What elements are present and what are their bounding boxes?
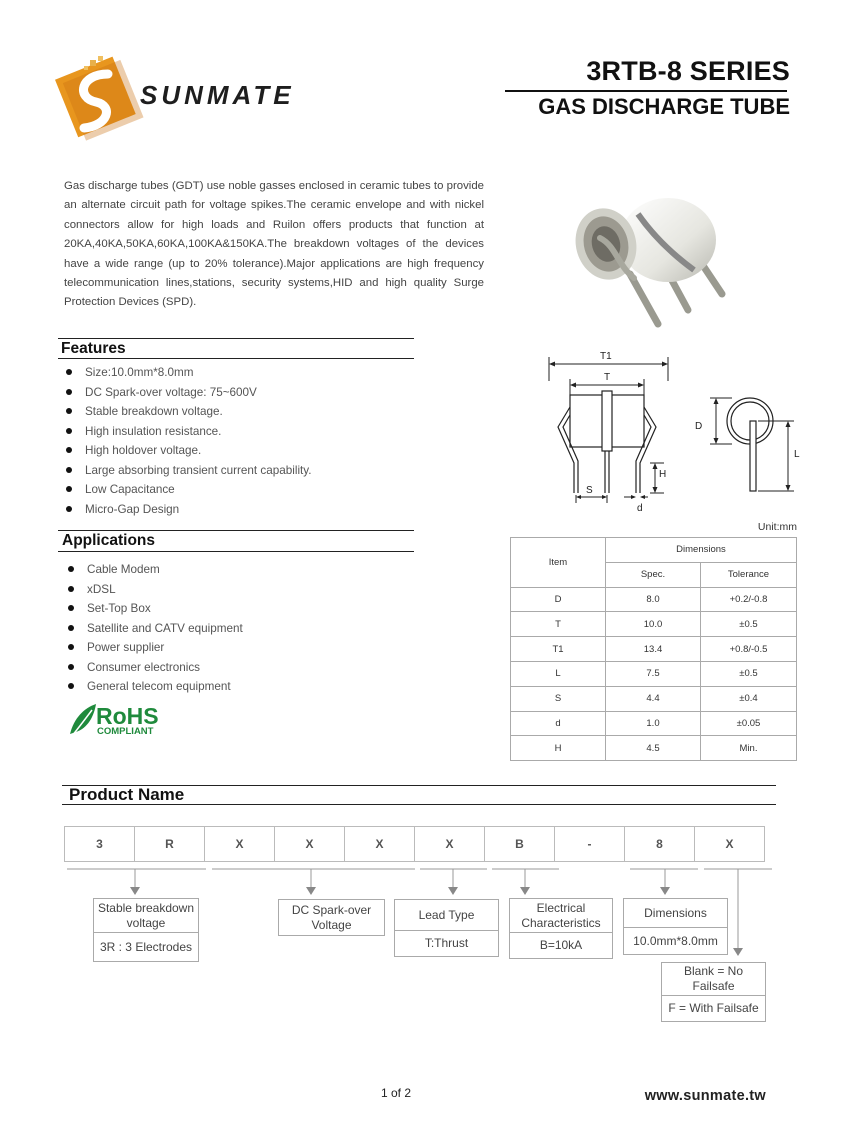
list-item: xDSL — [64, 580, 424, 600]
legend-breakdown-value: 3R : 3 Electrodes — [94, 932, 198, 961]
table-row — [511, 612, 797, 637]
table-row — [511, 686, 797, 711]
features-rule-top — [58, 338, 414, 339]
code-cell: X — [414, 826, 485, 862]
table-cell: 7.5 — [606, 661, 701, 686]
part-number-code — [64, 826, 765, 862]
code-cell: X — [274, 826, 345, 862]
code-cell: X — [204, 826, 275, 862]
product-name-title: Product Name — [69, 785, 185, 804]
product-title: GAS DISCHARGE TUBE — [538, 94, 790, 119]
logo-wordmark: SUNMATE — [140, 80, 295, 110]
spec-header: Spec. — [606, 562, 701, 587]
leaf-icon — [70, 704, 96, 734]
dimensions-table — [510, 537, 797, 761]
item-header: Item — [511, 538, 606, 588]
list-item: Consumer electronics — [64, 658, 424, 678]
website-link[interactable]: www.sunmate.tw — [644, 1088, 766, 1104]
list-item: Set-Top Box — [64, 599, 424, 619]
legend-electrical — [509, 898, 613, 959]
logo-graphic — [50, 52, 315, 142]
legend-dimensions-title: Dimensions — [644, 905, 707, 920]
table-cell: L — [511, 661, 606, 686]
rohs-compliant-text: COMPLIANT — [97, 726, 154, 737]
rohs-badge — [66, 700, 176, 740]
legend-electrical-value: B=10kA — [510, 932, 612, 958]
dimension-drawing — [540, 345, 810, 520]
list-item: Cable Modem — [64, 560, 424, 580]
table-cell: 13.4 — [606, 637, 701, 662]
code-cell: X — [694, 826, 765, 862]
label-h: H — [659, 469, 667, 480]
page-number: 1 of 2 — [380, 1086, 412, 1100]
table-row — [511, 587, 797, 612]
sunmate-logo — [50, 52, 315, 142]
table-row — [511, 736, 797, 761]
tolerance-header: Tolerance — [701, 562, 797, 587]
table-cell: D — [511, 587, 606, 612]
table-row — [511, 637, 797, 662]
product-photo — [560, 182, 740, 337]
code-cell: X — [344, 826, 415, 862]
features-title: Features — [61, 340, 126, 357]
applications-rule — [58, 551, 414, 552]
table-header-row — [511, 538, 797, 563]
series-title: 3RTB-8 SERIES — [586, 56, 790, 86]
table-cell: T — [511, 612, 606, 637]
applications-title: Applications — [62, 532, 156, 549]
table-cell: 4.5 — [606, 736, 701, 761]
label-t1: T1 — [600, 351, 612, 362]
applications-list — [64, 560, 424, 697]
list-item: Micro-Gap Design — [62, 500, 422, 520]
table-cell: ±0.4 — [701, 686, 797, 711]
legend-lead-type — [394, 899, 499, 957]
code-cell: B — [484, 826, 555, 862]
table-row — [511, 661, 797, 686]
rohs-text: RoHS — [96, 703, 159, 729]
list-item: Stable breakdown voltage. — [62, 402, 422, 422]
table-row — [511, 711, 797, 736]
table-cell: 1.0 — [606, 711, 701, 736]
legend-breakdown — [93, 898, 199, 962]
table-cell: H — [511, 736, 606, 761]
code-cell: 3 — [64, 826, 135, 862]
list-item: Low Capacitance — [62, 480, 422, 500]
label-d-diameter: D — [695, 421, 703, 432]
unit-label: Unit:mm — [757, 521, 797, 533]
list-item: High holdover voltage. — [62, 441, 422, 461]
table-cell: S — [511, 686, 606, 711]
legend-failsafe-title: Blank = No Failsafe — [683, 964, 744, 993]
table-cell: +0.2/-0.8 — [701, 587, 797, 612]
code-cell: 8 — [624, 826, 695, 862]
features-list — [62, 363, 422, 519]
table-cell: 4.4 — [606, 686, 701, 711]
table-cell: ±0.5 — [701, 661, 797, 686]
table-cell: 10.0 — [606, 612, 701, 637]
product-name-rule — [62, 804, 776, 805]
table-cell: T1 — [511, 637, 606, 662]
legend-dimensions — [623, 898, 728, 955]
list-item: Power supplier — [64, 638, 424, 658]
table-cell: +0.8/-0.5 — [701, 637, 797, 662]
list-item: Satellite and CATV equipment — [64, 619, 424, 639]
list-item: General telecom equipment — [64, 677, 424, 697]
list-item: DC Spark-over voltage: 75~600V — [62, 383, 422, 403]
code-cell: R — [134, 826, 205, 862]
legend-lead-type-value: T:Thrust — [395, 930, 498, 956]
label-l: L — [794, 449, 800, 460]
list-item: High insulation resistance. — [62, 422, 422, 442]
legend-spark-over-title: DC Spark-over Voltage — [291, 902, 372, 932]
legend-electrical-title: Electrical Characteristics — [521, 900, 601, 930]
legend-breakdown-title: Stable breakdown voltage — [97, 900, 195, 930]
intro-paragraph: Gas discharge tubes (GDT) use noble gasses enclosed in ceramic tubes to provide an alternate circuit path for voltage spikes.The ceramic envelope and with nickel connectors allow for high loads and Ruilon offers products that function at 20KA,40KA,50KA,60KA,100KA&150KA.The breakdown voltages of the devices have a wide range (up to 20% tolerance).Major applications are high frequency telecommunication lines,stations, security systems,HID and high quality Surge Protection Devices (SPD). — [64, 180, 484, 309]
legend-failsafe — [661, 962, 766, 1022]
legend-dimensions-value: 10.0mm*8.0mm — [624, 927, 727, 954]
label-s: S — [586, 485, 593, 496]
label-t: T — [604, 372, 611, 383]
legend-spark-over — [278, 899, 385, 936]
label-d-lead: d — [637, 503, 643, 514]
list-item: Large absorbing transient current capability. — [62, 461, 422, 481]
applications-rule-top — [58, 530, 414, 531]
table-cell: ±0.05 — [701, 711, 797, 736]
list-item: Size:10.0mm*8.0mm — [62, 363, 422, 383]
table-cell: Min. — [701, 736, 797, 761]
title-rule — [505, 90, 787, 92]
table-cell: ±0.5 — [701, 612, 797, 637]
table-cell: d — [511, 711, 606, 736]
code-cell: - — [554, 826, 625, 862]
table-cell: 8.0 — [606, 587, 701, 612]
dimensions-header: Dimensions — [606, 538, 797, 563]
features-rule — [58, 358, 414, 359]
legend-failsafe-value: F = With Failsafe — [662, 995, 765, 1021]
legend-lead-type-title: Lead Type — [418, 907, 475, 922]
